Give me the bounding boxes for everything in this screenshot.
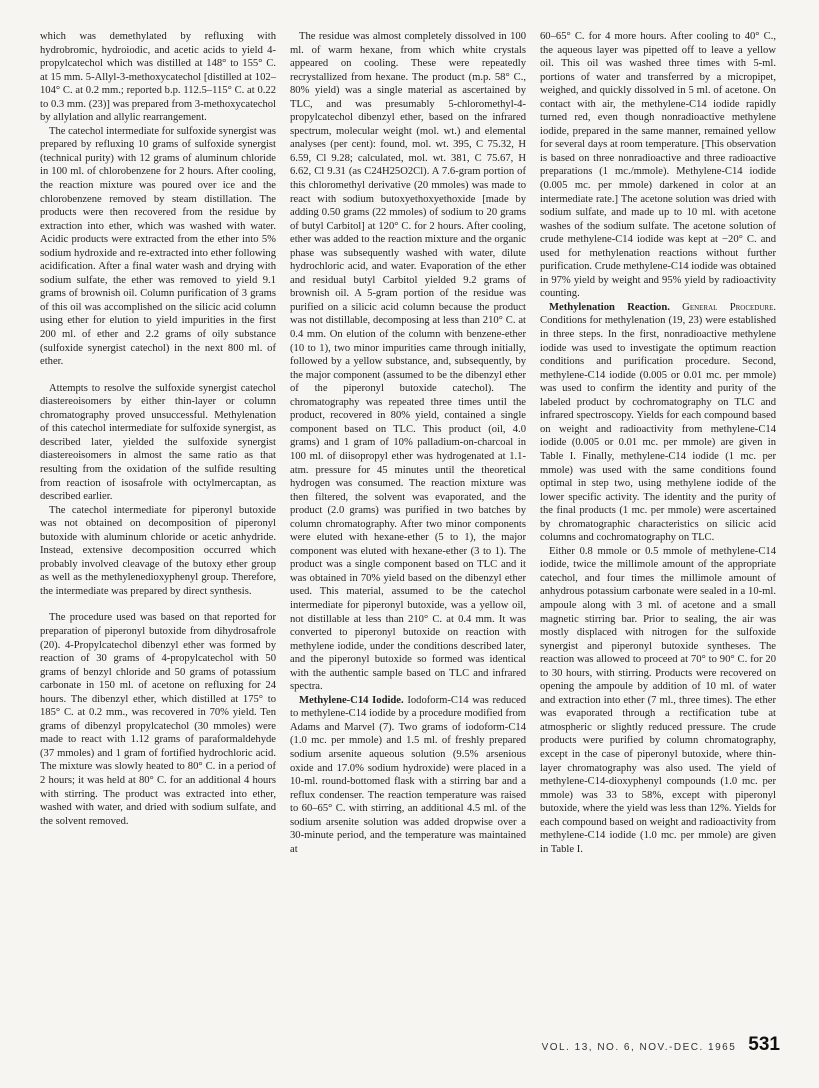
paragraph-text: 60–65° C. for 4 more hours. After cooling to 40° C., the aqueous layer was pipetted off to leave a yellow oil. This oil was washed three times with 5-ml. portions of water and transferred by a micropipet, weighed, and quickly dissolved in 5 ml. of acetone. On contact with air, the methylene-C14 iodide rapidly turned red, even though nonradioactive methylene iodide, prepared in the same manner, remained yellow for several days at room temperature. [This observation is based on three nonradioactive and three radioactive preparations (1 mc./mmole). Methylene-C14 iodide (0.005 mc. per mmole) darkened in color at an intermediate rate.] The acetone solution was dried with sodium sulfate, and made up to 10 ml. with acetone washes of the sodium sulfate. The acetone solution of crude methylene-C14 iodide was kept at −20° C. and used for methylenation reactions without further purification. Crude methylene-C14 iodide was obtained in 97% yield by weight and 95% yield by radioactivity counting. (540, 31, 776, 300)
paragraph (540, 30, 776, 301)
paragraph (40, 504, 276, 599)
paragraph (40, 382, 276, 504)
paragraph-text: Attempts to resolve the sulfoxide synergist catechol diastereoisomers by either thin-layer or column chromatography proved unsuccessful. Methylenation of this catechol intermediate for sulfoxide synergist, as described later, yielded the sulfoxide synergist diastereoisomers in almost the same ratio as that resulting from the oxidation of the sulfide resulting from reaction of isosafrole with octylmercaptan, as described earlier. (40, 382, 276, 503)
paragraph-text: Iodoform-C14 was reduced to methylene-C14 iodide by a procedure modified from Adams and Marvel (7). Two grams of iodoform-C14 (1.0 mc. per mmole) and 1.5 ml. of freshly prepared sodium arsenite aqueous solution (9.5% arsenious oxide and 17.0% sodium hydroxide) were placed in a 10-ml. round-bottomed flask with a stirring bar and a reflux condenser. The reaction temperature was raised to 60–65° C. with stirring, an additional 4.5 ml. of the sodium arsenite solution was added dropwise over a 30-minute period, and the temperature was maintained at (290, 694, 526, 855)
paragraph-text: which was demethylated by refluxing with hydrobromic, hydroiodic, and acetic acids to yield 4-propylcatechol which was distilled at 148° to 155° C. at 15 mm. 5-Allyl-3-methoxycatechol [distilled at 102–104° C. at 0.2 mm.; reported b.p. 112.5–115° C. at 0.22 to 0.3 mm. (23)] was prepared from 3-methoxycatechol by allylation and allylic rearrangement. (40, 31, 276, 124)
paragraph (40, 125, 276, 369)
paragraph (40, 30, 276, 125)
paragraph (290, 30, 526, 694)
paragraph-text: The procedure used was based on that reported for preparation of piperonyl butoxide from dihydrosafrole (20). 4-Propylcatechol dibenzyl ether was formed by reaction of 30 grams of 4-propylcatechol with 50 grams of benzyl chloride and 50 grams of potassium carbonate in 150 ml. of acetone on refluxing for 24 hours. The dibenzyl ether, which distilled at 175° to 185° C. at 0.2 mm., was recovered in 70% yield. Ten grams of dibenzyl propylcatechol (30 mmoles) were made to react with 1.12 grams of paraformaldehyde (37 mmoles) and 1 gram of fortified hydrochloric acid. The mixture was slowly heated to 80° C. in a period of 2 hours; it was held at 80° C. for an additional 4 hours with stirring. The product was extracted into ether, washed with water, and dried with sodium sulfate, and the solvent removed. (40, 612, 276, 827)
paragraph-heading: Methylenation Reaction. (549, 301, 670, 313)
paragraph (40, 611, 276, 828)
text-column-2 (290, 30, 526, 856)
paragraph-subheading: General Procedure. (682, 301, 776, 313)
paragraph-text: The residue was almost completely dissolved in 100 ml. of warm hexane, from which white crystals appeared on cooling. These were repeatedly recrystallized from hexane. The product (m.p. 58° C., 80% yield) was a single material as ascertained by TLC, and was presumably 5-chloromethyl-4-propylcatechol dibenzyl ether, based on the infrared spectrum, molecular weight (mol. wt.) and elemental analyses (per cent): found, mol. wt. 395, C 75.32, H 6.59, Cl 9.28; calculated, mol. wt. 381, C 75.67, H 6.62, Cl 9.31 (as C24H25O2Cl). A 7.6-gram portion of this chloromethyl derivative (20 mmoles) was made to react with sodium butoxyethoxyethoxide [made by adding 0.50 grams (22 mmoles) of sodium to 20 grams of butyl Carbitol] at 120° C. for 2 hours. After cooling, ether was added to the reaction mixture and the organic phase was subsequently washed with water, dilute hydrochloric acid, and water. Evaporation of the ether and residual butyl Carbitol yielded 9.2 grams of brownish oil. A 5-gram portion of the residue was purified on a silicic acid column because the product was not distillable, decomposing at less than 210° C. at 0.4 mm. On elution of the column with benzene-ether (10 to 1), two minor impurities came through initially, followed by a yellow substance, and, subsequently, by the major component (assumed to be the dibenzyl ether of the piperonyl butoxide catechol). The chromatography was repeated three times until the product, recovered in 80% yield, contained a single component based on TLC. This product (oil, 4.0 grams) and 1 gram of 10% palladium-on-charcoal in 100 ml. of diisopropyl ether was hydrogenated at 1.1-atm. pressure for 45 minutes until the theoretical hydrogen was consumed. The reaction mixture was then filtered, the solvent was evaporated, and the product (2.0 grams) was purified in two batches by column chromatography. After two minor components were eluted with hexane-ether (5 to 1), the major component was eluted with hexane-ether (3 to 1). The product was a single component based on TLC and it was obtained in 70% yield based on the dibenzyl ether used. This material, assumed to be the catechol intermediate for piperonyl butoxide, was a yellow oil, not distillable at less than 210° C. at 0.4 mm. It was converted to piperonyl butoxide on reaction with methylene iodide, under the conditions described later, and the piperonyl butoxide so formed was identical with the authentic sample based on TLC and infrared spectra. (290, 31, 526, 693)
paragraph-text: The catechol intermediate for piperonyl butoxide was not obtained on decomposition of piperonyl butoxide with aluminum chloride or acetic anhydride. Instead, extensive decomposition occurred which probably involved cleavage of the butoxy ether group as well as the methylenedioxyphenyl group. Therefore, the intermediate was prepared by direct synthesis. (40, 504, 276, 597)
text-column-3 (540, 30, 776, 856)
paragraph-text: The catechol intermediate for sulfoxide synergist was prepared by refluxing 10 grams of sulfoxide synergist (technical purity) with 12 grams of aluminum chloride in 100 ml. of chlorobenzene for 2 hours. After cooling, the reaction mixture was poured over ice and the chlorobenzene removed by steam distillation. The products were then recovered from the residue by extraction into ether, which was washed with water. Acidic products were extracted from the ether into 5% sodium hydroxide and re-extracted into ether following acidification. After a final water wash and drying with sodium sulfate, the ether was removed to yield 9.1 grams of brownish oil. Column purification of 3 grams of this oil was accomplished on the silicic acid column using ether for elution to yield impurities in the first 200 ml. of ether and 2.2 grams of oily substance (sulfoxide synergist catechol) in the next 800 ml. of ether. (40, 125, 276, 368)
paragraph-text: Either 0.8 mmole or 0.5 mmole of methylene-C14 iodide, twice the millimole amount of the appropriate catechol, and four times the millimole amount of anhydrous potassium carbonate were sealed in a 10-ml. ampoule along with 3 ml. of acetone and a small magnetic stirring bar. Prior to sealing, the air was mostly displaced with nitrogen for the sulfoxide synergist and piperonyl butoxide syntheses. The reaction was allowed to proceed at 70° to 90° C. for 20 to 30 hours, with stirring. Products were recovered on opening the ampoule by addition of 10 ml. of water and extraction into ether (7 ml., three times). The ether was evaporated through a rectification tube at atmospheric or slightly reduced pressure. The crude products were purified by column chromatography, except in the case of piperonyl butoxide, where thin-layer chromatography was also used. The yield of methylene-C14-dioxyphenyl compounds (1.0 mc. per mmole) was 33 to 58%, except with piperonyl butoxide, where the yield was less than 12%. Yields for each compound based on weight and radioactivity from methylene-C14 iodide (1.0 mc. per mmole) are given in Table I. (540, 545, 776, 855)
text-column-1 (40, 30, 276, 828)
paragraph (290, 694, 526, 857)
paragraph-text: Conditions for methylenation (19, 23) were established in three steps. In the first, nonradioactive methylene iodide was used to investigate the optimum reaction conditions and purification procedure. Second, methylene-C14 iodide (0.005 or 0.01 mc. per mmole) was used to confirm the identity and purity of the labeled product by cochromatography on TLC and infrared spectroscopy. Yields for each compound based on weight and radioactivity from methylene-C14 iodide (0.005 or 0.01 mc. per mmole) are given in Table I. Finally, methylene-C14 iodide (1 mc. per mmole) was used with the same conditions found optimal in step two, using methylene iodide of the lower specific activity. The identity and the purity of the final products (1 mc. per mmole) were ascertained by chromatographic characteristics on silicic acid columns and cochromatography on TLC. (540, 315, 776, 544)
page-footer (540, 1034, 780, 1056)
paragraph-heading: Methylene-C14 Iodide. (299, 694, 404, 706)
page-number: 531 (748, 1034, 780, 1055)
journal-issue-line: VOL. 13, NO. 6, NOV.-DEC. 1965 (541, 1042, 737, 1053)
paragraph (540, 301, 776, 545)
paragraph (540, 545, 776, 857)
